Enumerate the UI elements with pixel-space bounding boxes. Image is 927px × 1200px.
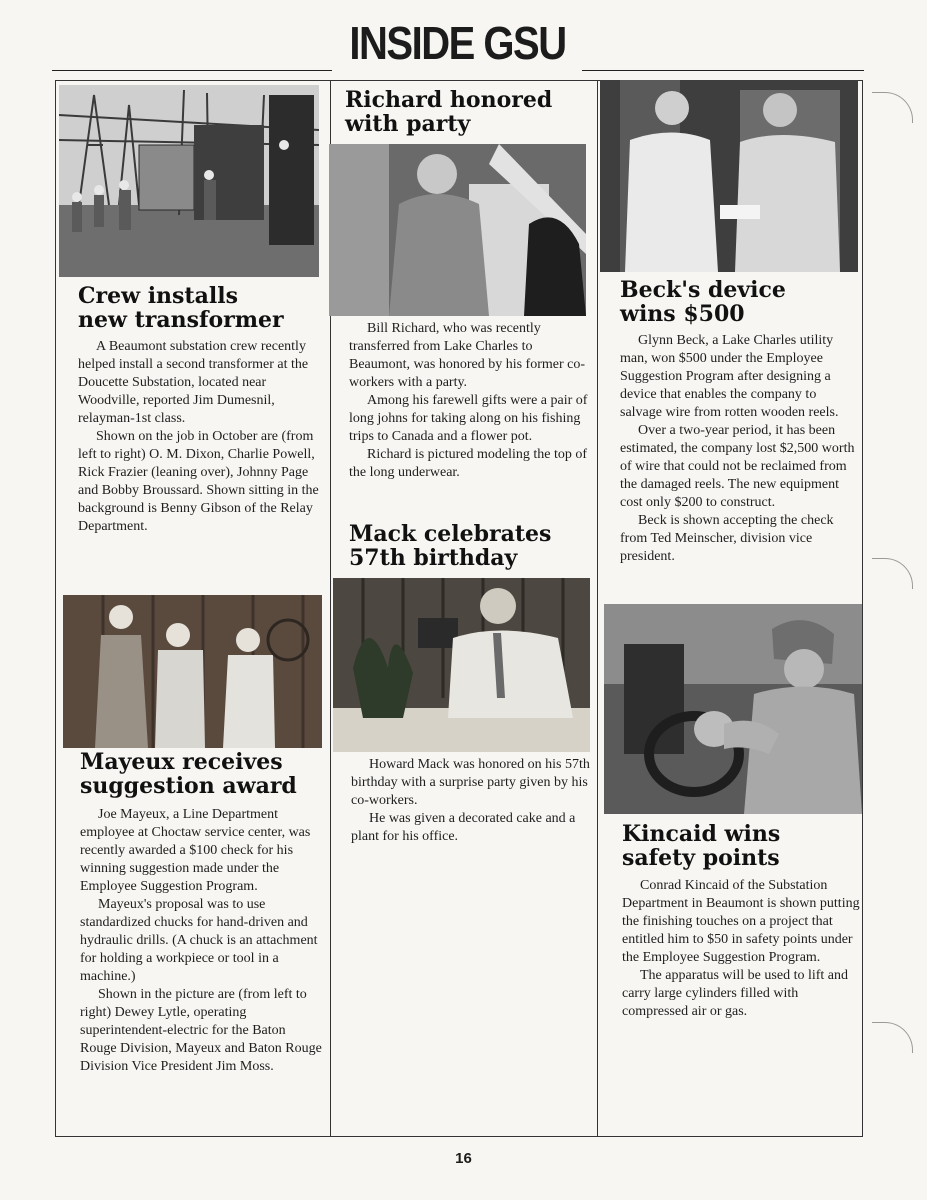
paragraph: A Beaumont substation crew recently helped install a second transformer at the Doucette Substation, located near Woodville, reported Jim Dumesnil, relayman-1st class. <box>78 339 309 426</box>
masthead-rule-right <box>582 70 864 71</box>
headline-kincaid-line-1: Kincaid wins <box>622 821 781 847</box>
headline-beck-line-1: Beck's device <box>620 277 786 303</box>
body-beck <box>620 332 858 566</box>
body-crew <box>78 338 322 536</box>
paragraph: Shown in the picture are (from left to right) Dewey Lytle, operating superintendent-electric for the Baton Rouge Division, Mayeux and Baton Rouge Division Vice President Jim Moss. <box>80 987 322 1074</box>
paragraph: Joe Mayeux, a Line Department employee at Choctaw service center, was recently awarded a $100 check for his winning suggestion made under the Employee Suggestion Program. <box>80 807 311 894</box>
paragraph: Mayeux's proposal was to use standardized chucks for hand-driven and hydraulic drills. (A chuck is an attachment for holding a workpiece or tool in a machine.) <box>80 897 318 984</box>
paragraph: Howard Mack was honored on his 57th birthday with a surprise party given by his co-workers. <box>351 757 590 808</box>
photo-kincaid-apparatus <box>604 604 862 814</box>
headline-mayeux-line-2: suggestion award <box>80 773 297 799</box>
headline-mack <box>349 522 594 570</box>
headline-crew <box>78 284 328 332</box>
paragraph: Conrad Kincaid of the Substation Department in Beaumont is shown putting the finishing touches on a project that entitled him to $50 in safety points under the Employee Suggestion Program. <box>622 878 860 965</box>
headline-crew-line-2: new transformer <box>78 307 284 333</box>
paragraph: Glynn Beck, a Lake Charles utility man, won $500 under the Employee Suggestion Program after designing a device that enables the company to salvage wire from rotten wooden reels. <box>620 333 839 420</box>
headline-beck-line-2: wins $500 <box>620 301 745 327</box>
photo-richard-party <box>329 144 586 316</box>
headline-mack-line-2: 57th birthday <box>349 545 518 571</box>
headline-richard-line-1: Richard honored <box>345 87 553 113</box>
photo-beck-check <box>600 80 858 272</box>
headline-crew-line-1: Crew installs <box>78 283 238 309</box>
body-kincaid <box>622 877 860 1021</box>
paragraph: Among his farewell gifts were a pair of long johns for taking along on his fishing trips to Canada and a flower pot. <box>349 393 588 444</box>
paragraph: The apparatus will be used to lift and carry large cylinders filled with compressed air or gas. <box>622 968 848 1019</box>
binder-hole-mark <box>872 558 913 589</box>
headline-mack-line-1: Mack celebrates <box>349 521 552 547</box>
paragraph: He was given a decorated cake and a plant for his office. <box>351 811 576 844</box>
paragraph: Beck is shown accepting the check from Ted Meinscher, division vice president. <box>620 513 834 564</box>
masthead-rule-left <box>52 70 332 71</box>
headline-kincaid-line-2: safety points <box>622 845 780 871</box>
photo-mack-birthday <box>333 578 590 752</box>
binder-hole-mark <box>872 92 913 123</box>
paragraph: Shown on the job in October are (from left to right) O. M. Dixon, Charlie Powell, Rick Frazier (leaning over), Johnny Page and Bobby Broussard. Shown sitting in the background is Benny Gibson of the Relay Department. <box>78 429 319 534</box>
paragraph: Bill Richard, who was recently transferred from Lake Charles to Beaumont, was honored by his former co-workers with a party. <box>349 321 585 390</box>
headline-richard-line-2: with party <box>345 111 471 137</box>
body-mayeux <box>80 806 322 1076</box>
headline-richard <box>345 88 590 136</box>
headline-mayeux <box>80 750 330 798</box>
paragraph: Over a two-year period, it has been estimated, the company lost $2,500 worth of wire that could not be reclaimed from the damaged reels. The new equipment cost only $200 to construct. <box>620 423 855 510</box>
body-richard <box>349 320 589 482</box>
headline-kincaid <box>622 822 862 870</box>
masthead-title: INSIDE GSU <box>349 18 566 70</box>
paragraph: Richard is pictured modeling the top of the long underwear. <box>349 447 588 480</box>
photo-transformer-crew <box>59 85 319 277</box>
headline-mayeux-line-1: Mayeux receives <box>80 749 283 775</box>
body-mack <box>351 756 591 846</box>
masthead <box>0 18 927 78</box>
binder-hole-mark <box>872 1022 913 1053</box>
headline-beck <box>620 278 860 326</box>
page-number: 16 <box>455 1150 472 1167</box>
column-divider-2 <box>597 80 598 1137</box>
photo-mayeux-award <box>63 595 322 748</box>
